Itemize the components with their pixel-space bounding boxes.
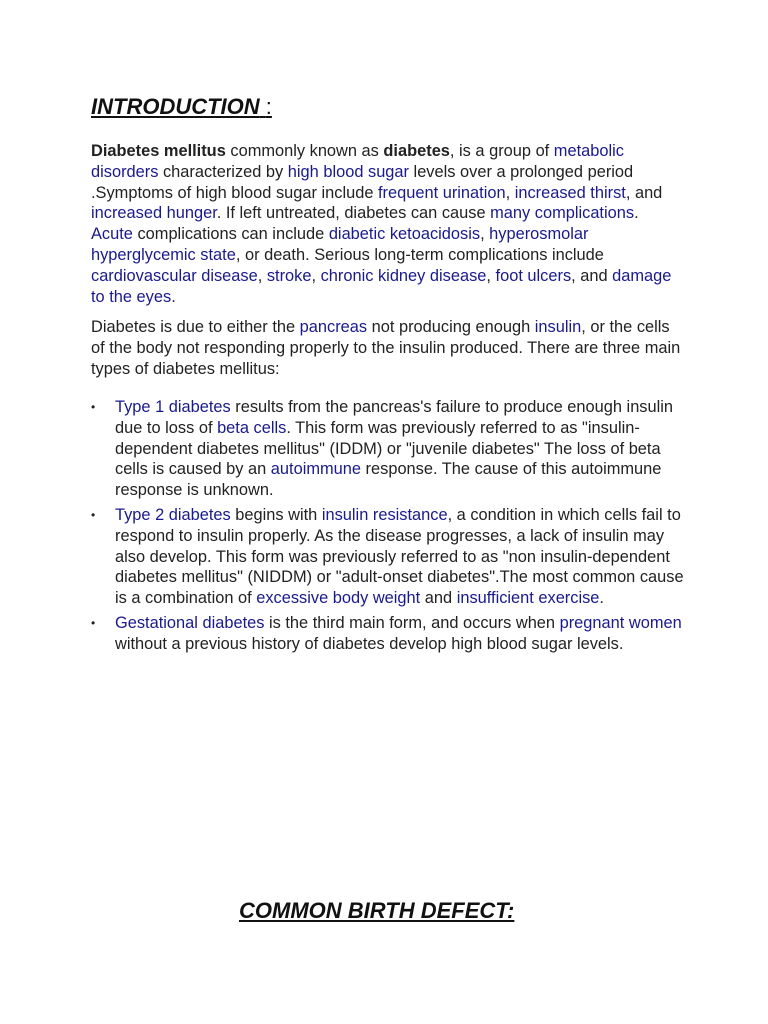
text-run: , [257, 266, 267, 285]
link[interactable]: Type 1 diabetes [115, 398, 231, 416]
text-run: levels over a prolonged period .Symptoms of high blood sugar include [91, 162, 634, 202]
link[interactable]: insulin [534, 318, 582, 336]
link[interactable]: excessive body weight [256, 589, 421, 608]
text-run: . If left untreated, diabetes can cause [216, 204, 491, 223]
link[interactable]: high blood sugar [287, 162, 409, 181]
link[interactable]: autoimmune [270, 460, 361, 479]
text-run: , [505, 183, 515, 202]
text-run: , and [625, 183, 663, 202]
bullet-icon: • [91, 507, 96, 522]
text-run: , or death. Serious long-term complications include [235, 245, 604, 264]
link[interactable]: frequent urination [378, 183, 506, 202]
link[interactable]: insufficient exercise [456, 589, 600, 608]
text-run: , is a group of [449, 142, 554, 160]
introduction-heading-text: INTRODUCTION [91, 94, 260, 119]
link[interactable]: cardiovascular disease [91, 266, 258, 285]
text-run: is the third main form, and occurs when [264, 613, 560, 632]
text-run: . This form was previously referred to as "insulin-dependent diabetes mellitus" (IDDM) or "juvenile diabetes" The loss of beta cells is caused by an [115, 418, 661, 479]
list-item-text [115, 614, 682, 653]
bold-term: diabetes [383, 142, 450, 160]
text-run: and [420, 589, 457, 608]
link[interactable]: Gestational diabetes [115, 613, 265, 632]
text-run: without a previous history of diabetes develop high blood sugar levels. [115, 634, 624, 653]
link[interactable]: pregnant women [559, 613, 682, 632]
link[interactable]: chronic kidney disease [320, 266, 487, 285]
link[interactable]: damage to the eyes [91, 266, 672, 306]
text-run: complications can include [132, 225, 329, 244]
birth-defect-heading: COMMON BIRTH DEFECT: [239, 898, 515, 923]
link[interactable]: many complications [490, 204, 635, 223]
text-run: , [480, 225, 490, 244]
link[interactable]: increased hunger [91, 204, 217, 223]
link[interactable]: pancreas [299, 318, 368, 336]
link[interactable]: foot ulcers [495, 266, 572, 285]
text-run: begins with [230, 505, 322, 524]
text-run: , and [571, 266, 613, 285]
text-run: , or the cells of the body not responding properly to the insulin produced. There are three main types of diabetes mellitus: [91, 318, 681, 378]
list-item-type-2 [91, 505, 691, 609]
link[interactable]: beta cells [217, 418, 287, 437]
text-run: . [634, 204, 639, 223]
link[interactable]: hyperosmolar hyperglycemic state [91, 225, 589, 264]
diabetes-types-list [91, 397, 691, 659]
bullet-icon: • [91, 615, 96, 630]
link[interactable]: increased thirst [514, 183, 626, 202]
link[interactable]: Type 2 diabetes [115, 505, 231, 524]
text-run: results from the pancreas's failure to produce enough insulin due to loss of [115, 398, 674, 437]
text-run: not producing enough [367, 318, 535, 336]
text-run: . [599, 589, 604, 608]
text-run: , a condition in which cells fail to respond to insulin properly. As the disease progresses, a lack of insulin may also develop. This form was previously referred to as "non insulin-dependent diabetes mellitus" (NIDDM) or "adult-onset diabetes".The most common cause is a combination of [115, 505, 684, 608]
list-item-text [115, 398, 673, 499]
bullet-icon: • [91, 400, 96, 414]
link[interactable]: diabetic ketoacidosis [328, 225, 481, 244]
text-run: response. The cause of this autoimmune response is unknown. [115, 460, 662, 500]
link[interactable]: stroke [266, 266, 312, 285]
link[interactable]: Acute [91, 225, 133, 244]
text-run: , [311, 266, 321, 285]
list-item-text [115, 506, 684, 607]
diabetes-cause-paragraph [91, 317, 683, 379]
text-run: Diabetes is due to either the [91, 318, 300, 336]
text-run: commonly known as [225, 142, 384, 160]
text-run: . [171, 287, 176, 306]
text-run: characterized by [158, 162, 288, 181]
link[interactable]: metabolic disorders [91, 142, 624, 181]
list-item-type-1 [91, 397, 691, 501]
diabetes-definition-paragraph [91, 141, 683, 307]
introduction-heading [91, 94, 272, 120]
bold-term: Diabetes mellitus [91, 142, 226, 160]
text-run: , [486, 266, 496, 285]
list-item-gestational [91, 613, 691, 655]
introduction-heading-colon: : [265, 94, 272, 119]
link[interactable]: insulin resistance [321, 505, 448, 524]
